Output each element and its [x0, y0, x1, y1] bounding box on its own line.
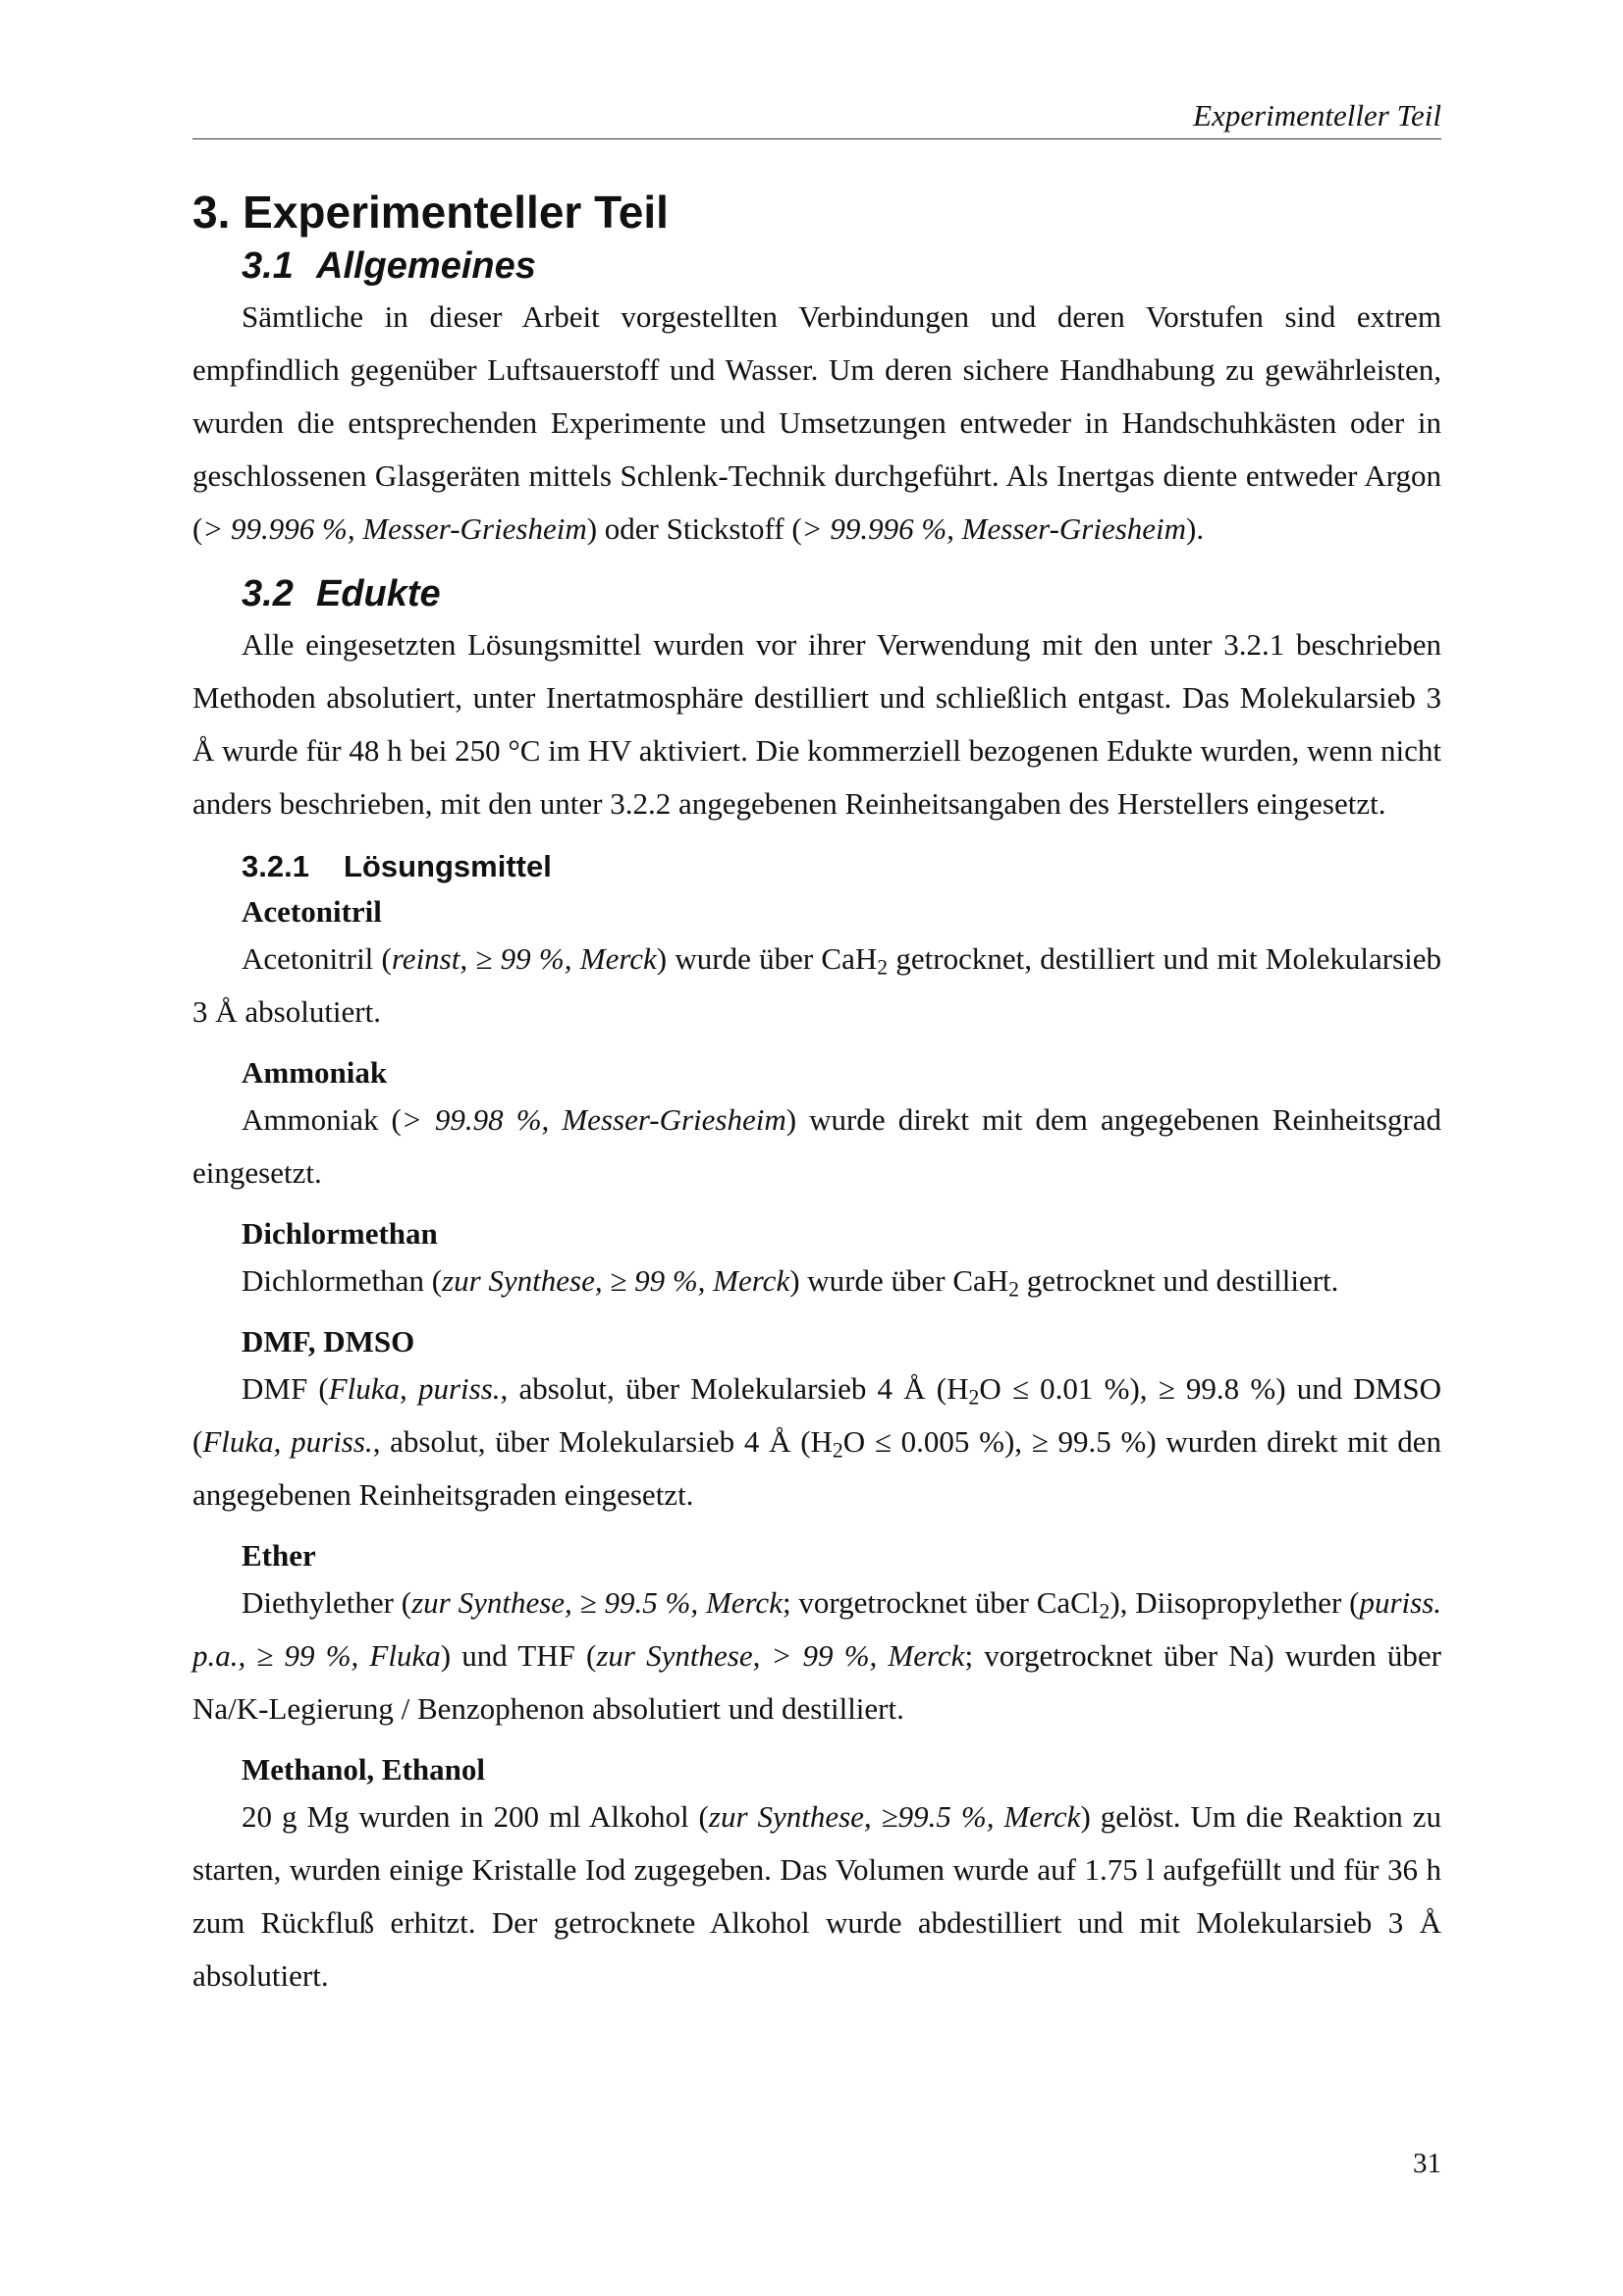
page-number: 31: [1413, 2148, 1441, 2179]
solvent-title-ether: Ether: [242, 1538, 316, 1573]
solvent-title-dichlormethan: Dichlormethan: [242, 1216, 438, 1251]
subsection-heading-loesungsmittel: [192, 846, 1441, 887]
solvent-paragraph-dichlormethan: Dichlormethan (zur Synthese, ≥ 99 %, Merck) wurde über CaH$_2$ getrocknet und destilliert.: [242, 1263, 1339, 1302]
solvent-title-ammoniak: Ammoniak: [242, 1055, 388, 1090]
solvent-title-dmf-dmso: DMF, DMSO: [242, 1324, 415, 1359]
section-number: 3.2: [242, 573, 294, 614]
subsection-title: Lösungsmittel: [344, 849, 552, 883]
solvent-paragraph-ammoniak: Ammoniak (> 99.98 %, Messer-Griesheim) wurde direkt mit dem angegebenen Reinheitsgrad eingesetzt.: [192, 1102, 1441, 1190]
subsection-number: 3.2.1: [242, 849, 309, 883]
section-heading-allgemeines: [192, 241, 1441, 291]
solvent-title-methanol-ethanol: Methanol, Ethanol: [242, 1752, 486, 1787]
paragraph-allgemeines: Sämtliche in dieser Arbeit vorgestellten Verbindungen und deren Vorstufen sind extrem empfindlich gegenüber Luftsauerstoff und Wasser. Um deren sichere Handhabung zu gewährleisten, wurden die entsprechenden Experimente und Umsetzungen entweder in Handschuhkästen oder in geschlossenen Glasgeräten mittels Schlenk-Technik durchgeführt. Als Inertgas diente entweder Argon (> 99.996 %, Messer-Griesheim) oder Stickstoff (> 99.996 %, Messer-Griesheim).: [192, 299, 1441, 546]
solvent-paragraph-acetonitril: Acetonitril (reinst, ≥ 99 %, Merck) wurde über CaH$_2$ getrocknet, destilliert und mit Molekularsieb 3 Å absolutiert.: [192, 941, 1441, 1029]
section-heading-edukte: [192, 569, 1441, 618]
running-head: Experimenteller Teil: [1193, 98, 1441, 133]
page-content: [192, 183, 1441, 2002]
section-number: 3.1: [242, 245, 294, 287]
header-rule: [192, 138, 1441, 139]
solvent-paragraph-dmf-dmso: DMF (Fluka, puriss., absolut, über Molekularsieb 4 Å ($H_2O \le 0.01$ %), ≥ 99.8 %) und DMSO (Fluka, puriss., absolut, über Molekularsieb 4 Å ($H_2O \le 0.005$ %), ≥ 99.5 %) wurden direkt mit den angegebenen Reinheitsgraden eingesetzt.: [192, 1371, 1441, 1512]
chapter-title: 3. Experimenteller Teil: [192, 187, 669, 238]
section-title: Edukte: [316, 573, 441, 614]
solvent-title-acetonitril: Acetonitril: [242, 894, 382, 929]
paragraph-edukte: Alle eingesetzten Lösungsmittel wurden vor ihrer Verwendung mit den unter 3.2.1 beschrieben Methoden absolutiert, unter Inertatmosphäre destilliert und schließlich entgast. Das Molekularsieb 3 Å wurde für 48 h bei 250 °C im HV aktiviert. Die kommerziell bezogenen Edukte wurden, wenn nicht anders beschrieben, mit den unter 3.2.2 angegebenen Reinheitsangaben des Herstellers eingesetzt.: [192, 627, 1441, 821]
section-title: Allgemeines: [316, 245, 536, 287]
solvent-paragraph-methanol-ethanol: 20 g Mg wurden in 200 ml Alkohol (zur Synthese, ≥99.5 %, Merck) gelöst. Um die Reaktion zu starten, wurden einige Kristalle Iod zugegeben. Das Volumen wurde auf 1.75 l aufgefüllt und für 36 h zum Rückfluß erhitzt. Der getrocknete Alkohol wurde abdestilliert und mit Molekularsieb 3 Å absolutiert.: [192, 1799, 1441, 1993]
solvent-paragraph-ether: Diethylether (zur Synthese, ≥ 99.5 %, Merck; vorgetrocknet über CaCl$_2$), Diisopropylether (puriss. p.a., ≥ 99 %, Fluka) und THF (zur Synthese, > 99 %, Merck; vorgetrocknet über Na) wurden über Na/K-Legierung / Benzophenon absolutiert und destilliert.: [192, 1585, 1442, 1726]
